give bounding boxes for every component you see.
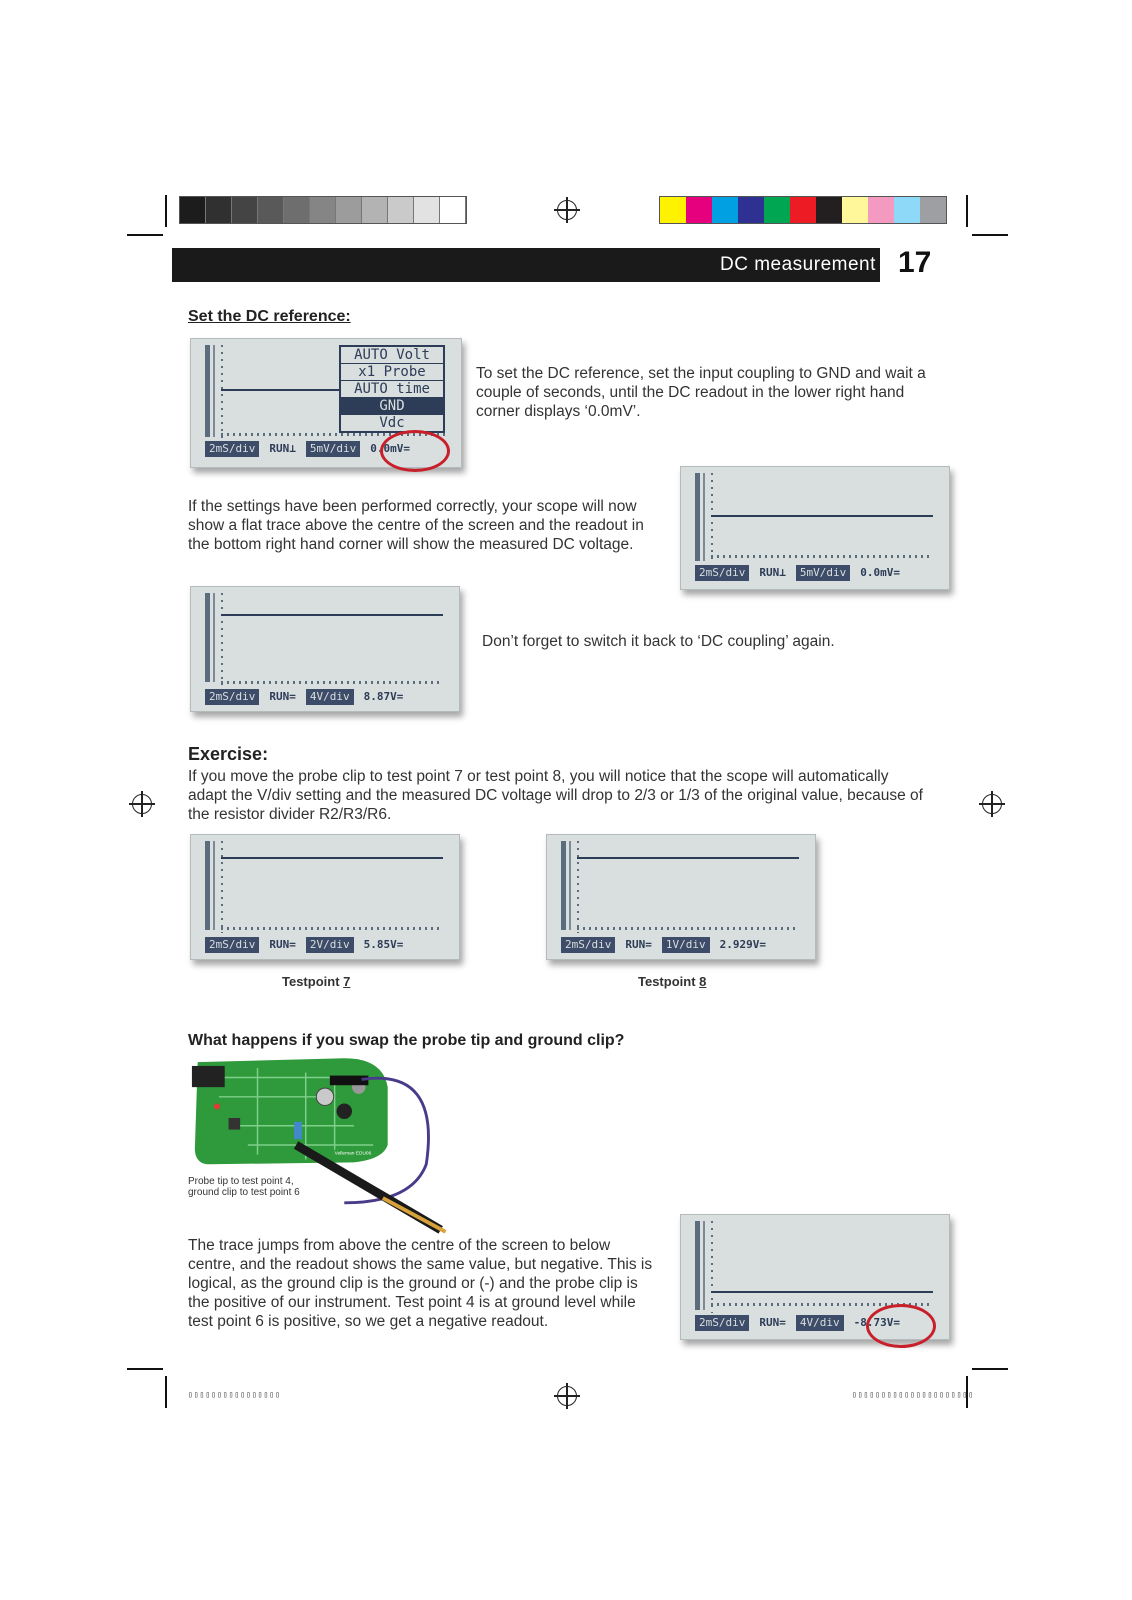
set-reference-heading: Set the DC reference: — [188, 308, 351, 325]
scope-menu: AUTO Volt x1 Probe AUTO time GND Vdc — [339, 345, 445, 433]
color-calibration-strip — [659, 196, 947, 224]
grayscale-calibration-strip — [179, 196, 467, 224]
flat-trace-paragraph: If the settings have been performed correctly, your scope will now show a flat trace above the centre of the screen and the readout in the bottom right hand corner will show the measured DC voltage. — [188, 498, 644, 553]
swap-heading: What happens if you swap the probe tip and ground clip? — [188, 1032, 625, 1049]
highlight-ring — [380, 430, 450, 472]
caption-testpoint-8: Testpoint 8 — [638, 974, 707, 989]
crop-mark — [966, 195, 968, 227]
scope-screen-dc-8v: 2mS/div RUN= 4V/div 8.87V= — [190, 586, 460, 712]
circuit-board-photo — [190, 1056, 460, 1234]
registration-mark-icon — [132, 794, 152, 814]
crop-mark — [165, 195, 167, 227]
scope-screen-flat-trace: 2mS/div RUN⊥ 5mV/div 0.0mV= — [680, 466, 950, 590]
switch-back-note: Don’t forget to switch it back to ‘DC coupling’ again. — [482, 633, 835, 650]
page-number: 17 — [898, 246, 932, 279]
crop-mark — [972, 234, 1008, 236]
crop-mark — [127, 234, 163, 236]
footer-right-text: ▯▯▯▯▯▯▯▯▯▯▯▯▯▯▯▯▯▯▯▯▯ — [852, 1390, 975, 1399]
crop-mark — [127, 1368, 163, 1370]
scope-screen-testpoint-8: 2mS/div RUN= 1V/div 2.929V= — [546, 834, 816, 960]
crop-mark — [972, 1368, 1008, 1370]
swap-paragraph: The trace jumps from above the centre of the screen to below centre, and the readout shows the same value, but negative. This is logical, as the ground clip is the ground or (-) and the probe clip is the positive of our instrument. Test point 4 is at ground level while test point 6 is positive, so we get a negative readout. — [188, 1237, 653, 1330]
crop-mark — [165, 1376, 167, 1408]
highlight-ring — [866, 1304, 936, 1348]
board-label: Velleman EDU06 — [334, 1151, 372, 1157]
footer-left-text: ▯▯▯▯▯▯▯▯▯▯▯▯▯▯▯▯ — [188, 1390, 282, 1399]
scope-screen-gnd-menu: AUTO Volt x1 Probe AUTO time GND Vdc 2mS/div RUN⊥ 5mV/div 0.0mV= — [190, 338, 462, 468]
registration-mark-icon — [557, 1386, 577, 1406]
photo-caption: Probe tip to test point 4, ground clip to test point 6 — [188, 1176, 300, 1198]
section-title: DC measurement — [720, 254, 876, 275]
scope-screen-testpoint-7: 2mS/div RUN= 2V/div 5.85V= — [190, 834, 460, 960]
registration-mark-icon — [982, 794, 1002, 814]
exercise-paragraph: If you move the probe clip to test point 7 or test point 8, you will notice that the scope will automatically adapt the V/div setting and the measured DC voltage will drop to 2/3 or 1/3 of the original value, because of the resistor divider R2/R3/R6. — [188, 768, 923, 823]
registration-mark-icon — [557, 200, 577, 220]
scope-screen-negative: 2mS/div RUN= 4V/div -8.73V= — [680, 1214, 950, 1340]
caption-testpoint-7: Testpoint 7 — [282, 974, 351, 989]
set-reference-paragraph: To set the DC reference, set the input coupling to GND and wait a couple of seconds, until the DC readout in the lower right hand corner displays ‘0.0mV’. — [476, 365, 926, 420]
exercise-heading: Exercise: — [188, 744, 269, 764]
